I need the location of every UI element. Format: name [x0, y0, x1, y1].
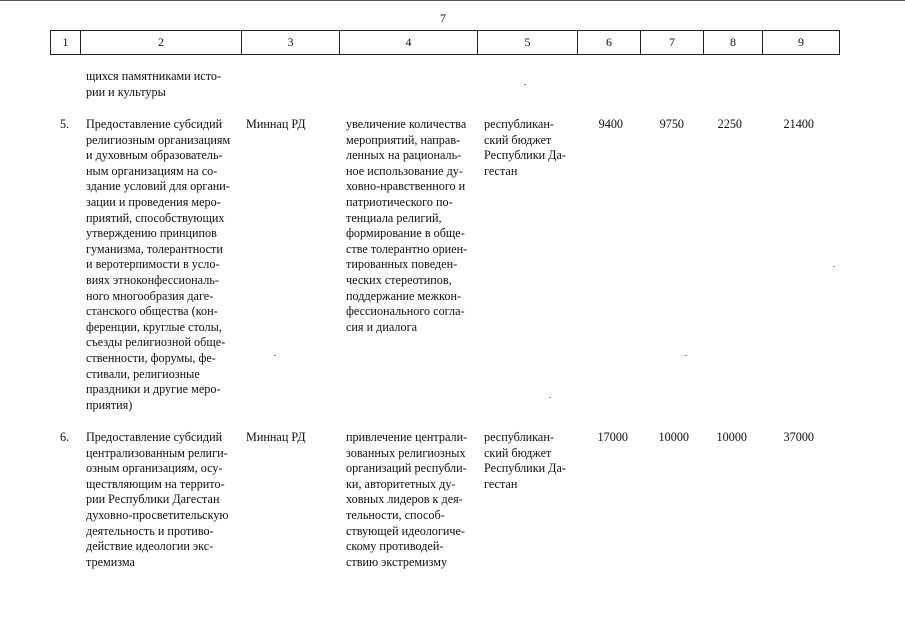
column-number-header [50, 30, 840, 55]
scan-speck [685, 355, 687, 356]
row-5-col6: 9400 [598, 117, 623, 131]
row-5-col8: 2250 [717, 117, 742, 131]
row-5-col7: 9750 [659, 117, 684, 131]
row-6-col8: 10000 [716, 430, 747, 444]
row-5-executor: Миннац РД [246, 117, 306, 131]
row-6-funding-source: республикан- ский бюджет Республики Да- гестан [484, 430, 566, 491]
continuation-text: щихся памятниками исто- рии и культуры [86, 69, 222, 99]
row-5-result: увеличение количества мероприятий, направ- ленных на рациональ- ное использование ду- ховно-нравственного и патриотического по- тенциала религий, формирование в обще- стве толерантно ориен- тированных поведен- ческих стереотипов, поддержание межкон- фессионального согла- сия и диалога [346, 117, 468, 334]
row-6-col6: 17000 [597, 430, 628, 444]
row-6-description: Предоставление субсидий централизованным религи- озным организациям, осу- ществляющим на террито- рии Республики Дагестан духовно-просветительскую деятельность и противо- действие идеологии экс- тремизма [86, 430, 229, 569]
scan-speck [274, 355, 276, 356]
header-col-6: 6 [578, 31, 641, 55]
row-6-executor: Миннац РД [246, 430, 306, 444]
row-6-col7: 10000 [658, 430, 689, 444]
scan-speck [524, 84, 526, 85]
row-6-result: привлечение централи- зованных религиозных организаций республи- ки, авторитетных ду- ховных лидеров к дея- тельности, способ- ствующей идеологиче- скому противодей- ствию экстремизму [346, 430, 468, 569]
header-col-4: 4 [340, 31, 478, 55]
header-col-7: 7 [641, 31, 704, 55]
row-5-funding-source: республикан- ский бюджет Республики Да- гестан [484, 117, 566, 178]
row-5-col9: 21400 [783, 117, 814, 131]
row-5-description: Предоставление субсидий религиозным организациям и духовным образователь- ным организациям на со- здание условий для органи- зации и проведения меро- приятий, способствующих утверждению принципов гуманизма, толерантности и веротерпимости в усло- виях этноконфессиональ- ного многообразия даге- станского общества (кон- ференции, круглые столы, съезды религиозной обще- ственности, форумы, фе- стивали, религиозные праздники и другие меро- приятия) [86, 117, 231, 412]
header-col-2: 2 [81, 31, 242, 55]
row-6-index: 6. [60, 430, 70, 444]
scan-speck [833, 266, 835, 267]
header-col-3: 3 [242, 31, 340, 55]
scan-speck [549, 397, 551, 398]
header-col-9: 9 [763, 31, 840, 55]
row-6-col9: 37000 [783, 430, 814, 444]
page-number: 7 [440, 11, 446, 25]
header-col-1: 1 [51, 31, 81, 55]
header-col-8: 8 [704, 31, 763, 55]
page-top-edge [0, 0, 905, 1]
header-col-5: 5 [478, 31, 578, 55]
row-5-index: 5. [60, 117, 70, 131]
